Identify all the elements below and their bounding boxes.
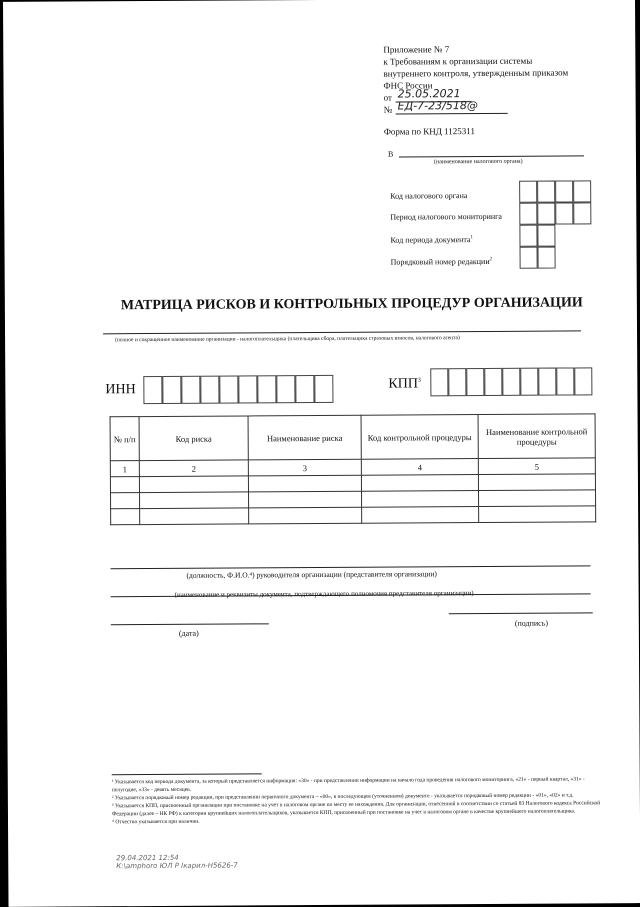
- recipient-prefix: В: [387, 149, 394, 159]
- column-number: 2: [139, 460, 248, 477]
- column-number: 4: [361, 459, 478, 476]
- org-name-caption: (полное и сокращенное наименование организации - налогоплательщика (плательщика сбора, плательщика страховых взносов, налогового агента): [115, 335, 460, 344]
- recipient-caption: (наименование налогового органа): [433, 158, 523, 166]
- print-stamp: [116, 854, 238, 871]
- date-prefix: от: [383, 92, 392, 103]
- handwritten-date: 25.05.2021: [397, 87, 461, 101]
- date-caption: (дата): [178, 628, 199, 638]
- appendix-line-3: внутреннего контроля, утвержденным приказом: [383, 67, 569, 79]
- header-risk-code: Код риска: [139, 416, 248, 461]
- position-caption: (должность, Ф.И.О.⁴) руководителя организации (представителя организации): [186, 569, 437, 580]
- inn-cells[interactable]: [3, 0, 635, 2]
- tax-authority-code-label: Код налогового органа: [390, 191, 468, 201]
- stamp-line-1: 29.04.2021 12:54: [116, 853, 179, 863]
- doc-period-cells[interactable]: [3, 0, 635, 2]
- kpp-label: КПП$^3$: [388, 376, 421, 392]
- form-code: Форма по КНД 1125311: [383, 126, 475, 137]
- kpp-cells[interactable]: [3, 0, 635, 2]
- table-row[interactable]: [111, 506, 596, 525]
- footnote-4: ⁴ Отчество указывается при наличии.: [112, 818, 200, 826]
- signature-caption: (подпись): [514, 618, 549, 628]
- document-title: МАТРИЦА РИСКОВ И КОНТРОЛЬНЫХ ПРОЦЕДУР ОРГАНИЗАЦИИ: [120, 295, 583, 314]
- footnote-1: ¹ Указывается код периода документа, за который представляется информация: «30» - при представлении информации на начало года проведения налогового мониторинга, «21» - первый квартал, «31» - полугодие, «33» - девять месяцев.: [111, 776, 585, 794]
- edition-label: Порядковый номер редакции$^2$: [390, 256, 493, 267]
- doc-caption: (наименование и реквизиты документа, подтверждающего полномочия представителя организации): [174, 589, 474, 599]
- document-page: [3, 0, 640, 907]
- date-line[interactable]: [111, 623, 269, 625]
- footnote-separator: [112, 773, 262, 775]
- header-number: № п/п: [110, 417, 139, 461]
- footnote-3: ³ Указывается КПП, присвоенный организации при постановке на учет в налоговом органе по месту ее нахождения. Для организации, отнесенной в соответствии со статьей 83 Налогового кодекса Российской Федерации (далее – НК РФ) к категории крупнейших налогоплательщиков, указывается КПП, присвоенный при постановке на учет в налоговом органе в качестве крупнейшего налогоплательщика.: [111, 800, 601, 818]
- table-header-row: [110, 414, 595, 461]
- appendix-line-4: ФНС России: [383, 80, 433, 91]
- column-number: 1: [110, 461, 139, 477]
- appendix-header: [383, 42, 568, 137]
- period-label: Период налогового мониторинга: [390, 211, 502, 222]
- signature-line[interactable]: [449, 612, 593, 614]
- footnote-2: ² Указывается порядковый номер редакции, при представлении первичного документа – «00», в последующем (уточненном) документе - указывается порядковый номер редакции - «01», «02» и т.д.: [111, 792, 574, 802]
- recipient-line: [399, 155, 584, 157]
- number-prefix: №: [383, 104, 393, 115]
- header-risk-name: Наименование риска: [248, 415, 361, 460]
- inn-label: ИНН: [105, 382, 136, 398]
- handwritten-number: ЕД-7-23/518@: [397, 99, 478, 113]
- position-line[interactable]: [110, 565, 590, 569]
- footnotes: [112, 775, 610, 826]
- column-number: 5: [478, 458, 595, 475]
- header-procedure-code: Код контрольной процедуры: [361, 415, 478, 460]
- org-name-line[interactable]: [103, 330, 581, 334]
- edition-cells[interactable]: [3, 0, 635, 2]
- header-procedure-name: Наименование контрольной процедуры: [478, 414, 595, 459]
- period-cells[interactable]: [3, 0, 635, 2]
- stamp-line-2: К:\amphoro ЮЛ Р Ікарил-Н5626-7: [116, 861, 238, 871]
- appendix-line-2: к Требованиям к организации системы: [383, 55, 533, 67]
- doc-period-label: Код периода документа$^1$: [390, 235, 474, 245]
- tax-authority-code-cells[interactable]: [3, 0, 635, 2]
- appendix-line-1: Приложение № 7: [383, 44, 450, 55]
- column-number: 3: [248, 459, 361, 476]
- risk-matrix-table: [110, 413, 597, 525]
